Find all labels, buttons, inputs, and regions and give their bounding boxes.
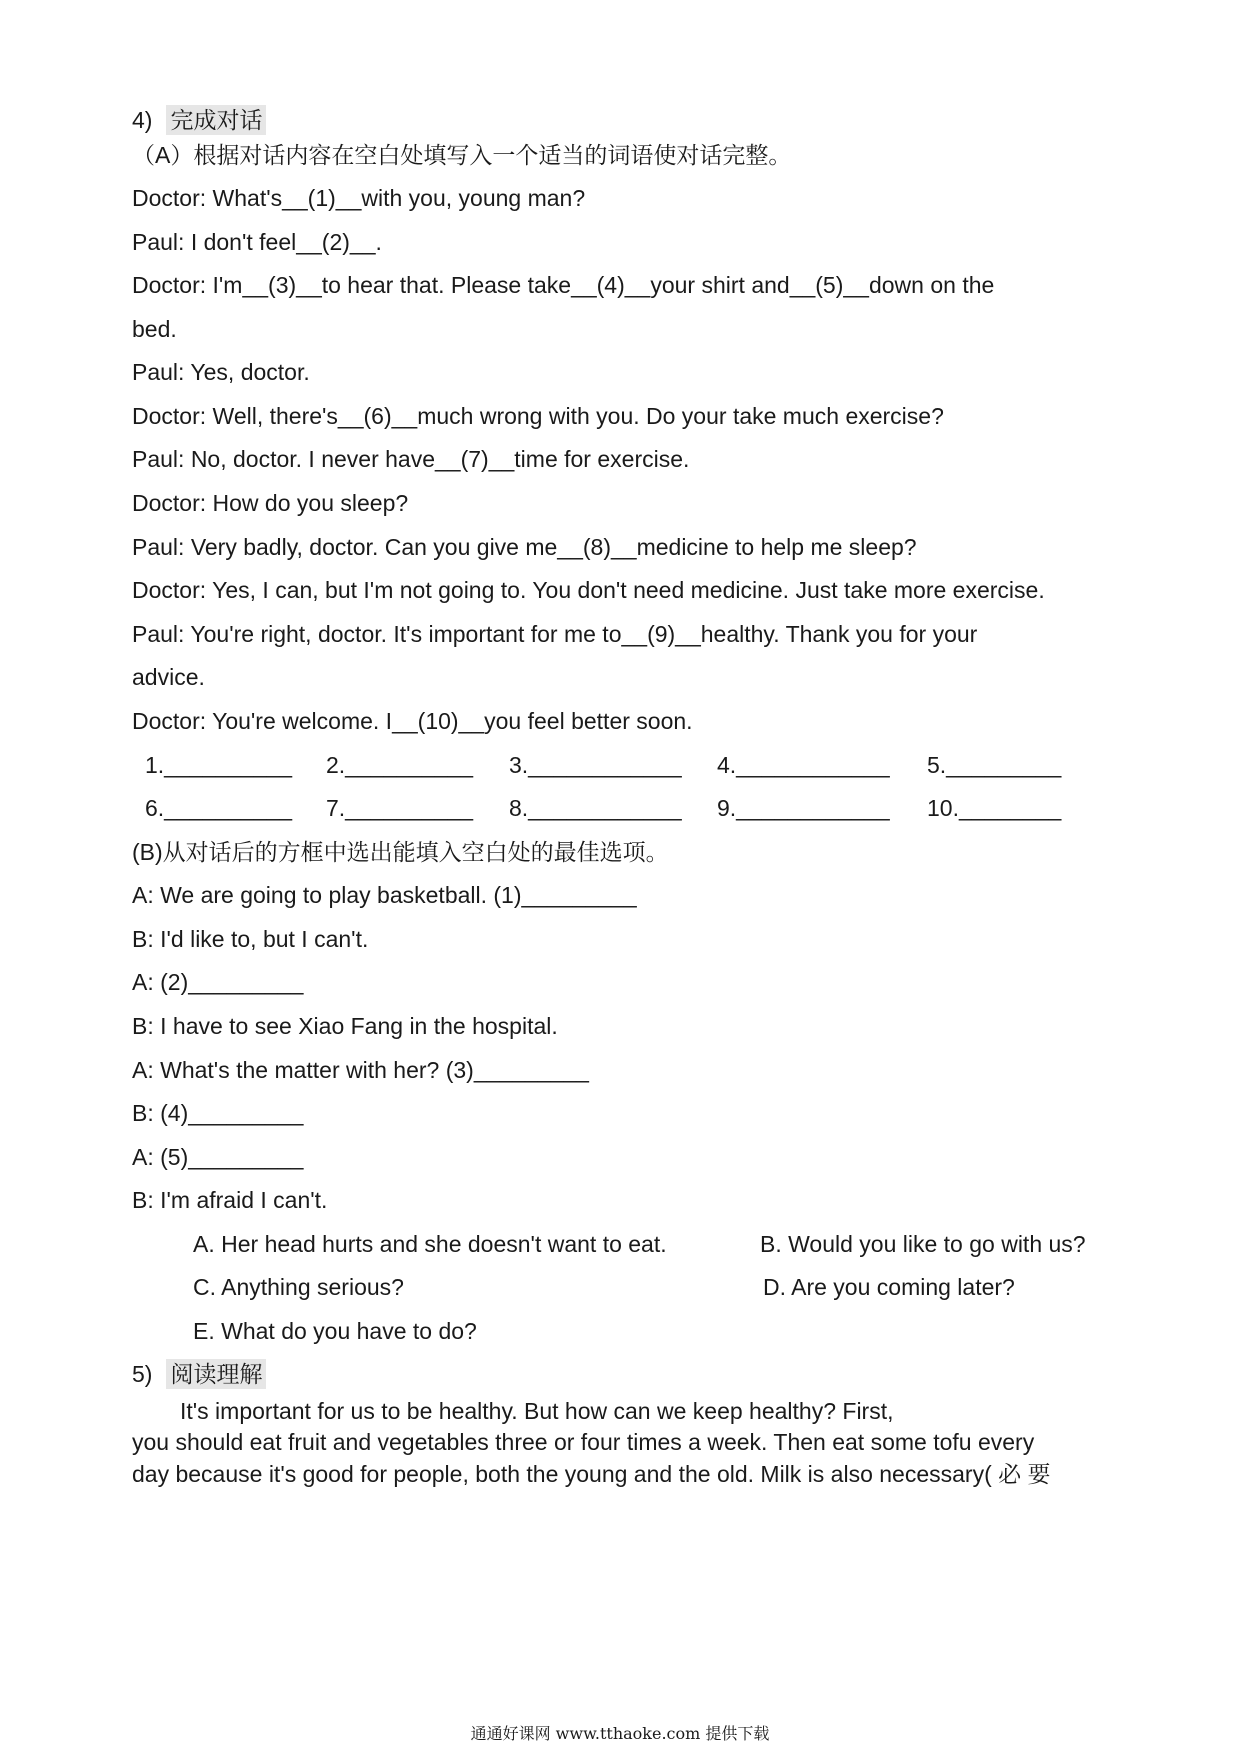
dialogue-line: bed. — [132, 316, 177, 342]
dialogue-line: B: (4)_________ — [132, 1100, 304, 1126]
answer-blank-3[interactable]: 3.____________ — [509, 752, 682, 778]
part-b-instruction: (B)从对话后的方框中选出能填入空白处的最佳选项。 — [132, 839, 669, 865]
dialogue-line: Paul: Yes, doctor. — [132, 359, 310, 385]
section-number: 5) — [132, 1361, 153, 1387]
dialogue-line: Paul: No, doctor. I never have__(7)__time for exercise. — [132, 446, 690, 472]
answer-blank-8[interactable]: 8.____________ — [509, 795, 682, 821]
option-a: A. Her head hurts and she doesn't want to eat. — [193, 1231, 667, 1257]
dialogue-line: A: (2)_________ — [132, 969, 304, 995]
dialogue-line: Paul: You're right, doctor. It's important for me to__(9)__healthy. Thank you for your — [132, 621, 978, 647]
section-number: 4) — [132, 107, 153, 133]
answer-blank-7[interactable]: 7.__________ — [326, 795, 474, 821]
section-title: 阅读理解 — [166, 1359, 266, 1389]
answer-blank-6[interactable]: 6.__________ — [145, 795, 293, 821]
dialogue-line: B: I have to see Xiao Fang in the hospital. — [132, 1013, 558, 1039]
answer-blank-4[interactable]: 4.____________ — [717, 752, 890, 778]
option-e: E. What do you have to do? — [193, 1318, 477, 1344]
dialogue-line: Doctor: How do you sleep? — [132, 490, 409, 516]
dialogue-line: B: I'm afraid I can't. — [132, 1187, 328, 1213]
answer-blank-2[interactable]: 2.__________ — [326, 752, 474, 778]
section-5-heading — [132, 1359, 266, 1389]
part-a-instruction: （A）根据对话内容在空白处填写入一个适当的词语使对话完整。 — [132, 142, 792, 168]
option-d: D. Are you coming later? — [763, 1274, 1015, 1300]
dialogue-line: A: We are going to play basketball. (1)_________ — [132, 882, 637, 908]
answer-blank-10[interactable]: 10.________ — [927, 795, 1062, 821]
reading-line: day because it's good for people, both the young and the old. Milk is also necessary( 必 要 — [132, 1461, 1051, 1487]
reading-line: It's important for us to be healthy. But how can we keep healthy? First, — [180, 1398, 894, 1424]
dialogue-line: Paul: Very badly, doctor. Can you give me__(8)__medicine to help me sleep? — [132, 534, 917, 560]
dialogue-line: Doctor: What's__(1)__with you, young man? — [132, 185, 586, 211]
dialogue-line: Doctor: I'm__(3)__to hear that. Please take__(4)__your shirt and__(5)__down on the — [132, 272, 995, 298]
dialogue-line: Doctor: You're welcome. I__(10)__you feel better soon. — [132, 708, 693, 734]
dialogue-line: A: (5)_________ — [132, 1144, 304, 1170]
dialogue-line: advice. — [132, 664, 205, 690]
answer-blank-1[interactable]: 1.__________ — [145, 752, 293, 778]
section-title: 完成对话 — [166, 105, 266, 135]
page-footer: 通通好课网 www.tthaoke.com 提供下载 — [470, 1724, 770, 1743]
dialogue-line-justified — [132, 619, 1130, 649]
dialogue-line: Paul: I don't feel__(2)__. — [132, 229, 382, 255]
option-c: C. Anything serious? — [193, 1274, 404, 1300]
dialogue-line: A: What's the matter with her? (3)_________ — [132, 1057, 589, 1083]
option-b: B. Would you like to go with us? — [760, 1231, 1086, 1257]
reading-line: you should eat fruit and vegetables three or four times a week. Then eat some tofu every — [132, 1429, 1035, 1455]
answer-blank-5[interactable]: 5._________ — [927, 752, 1062, 778]
dialogue-line: B: I'd like to, but I can't. — [132, 926, 369, 952]
section-4-heading — [132, 105, 266, 135]
dialogue-line: Doctor: Yes, I can, but I'm not going to. You don't need medicine. Just take more exercise. — [132, 577, 1045, 603]
dialogue-line: Doctor: Well, there's__(6)__much wrong with you. Do your take much exercise? — [132, 403, 944, 429]
answer-blank-9[interactable]: 9.____________ — [717, 795, 890, 821]
